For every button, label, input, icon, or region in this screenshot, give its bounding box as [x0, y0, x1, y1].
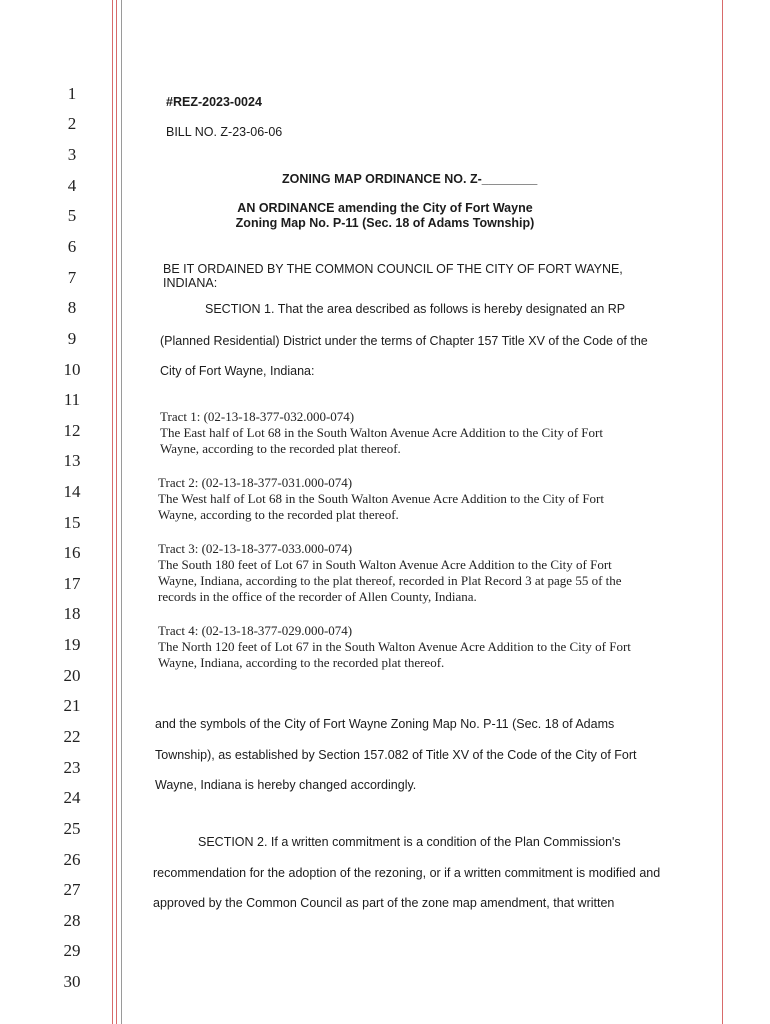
- line-number: 29: [63, 941, 81, 960]
- line-number: 30: [63, 972, 81, 991]
- line-number: 7: [67, 268, 77, 287]
- tract-3-line-1: The South 180 feet of Lot 67 in South Walton Avenue Acre Addition to the City of Fort: [158, 557, 612, 572]
- line-number: 8: [67, 298, 77, 317]
- line-number: 15: [63, 513, 81, 532]
- section-2-line-3: approved by the Common Council as part of the zone map amendment, that written: [153, 896, 615, 910]
- section-1-continued-line-1: and the symbols of the City of Fort Wayne Zoning Map No. P-11 (Sec. 18 of Adams: [155, 717, 615, 731]
- line-number: 21: [63, 696, 81, 715]
- line-number: 25: [63, 819, 81, 838]
- line-number: 4: [67, 176, 77, 195]
- line-number: 13: [63, 451, 81, 470]
- line-number: 3: [67, 145, 77, 164]
- ordinance-number: ZONING MAP ORDINANCE NO. Z-________: [282, 172, 538, 186]
- tract-4-line-1: The North 120 feet of Lot 67 in the South Walton Avenue Acre Addition to the City of Fort: [158, 639, 631, 654]
- tract-1-line-2: Wayne, according to the recorded plat thereof.: [160, 441, 401, 456]
- line-number: 11: [63, 390, 81, 409]
- section-1-line-1: SECTION 1. That the area described as follows is hereby designated an RP: [205, 302, 626, 316]
- section-1-line-3: City of Fort Wayne, Indiana:: [160, 364, 315, 378]
- line-number: 9: [67, 329, 77, 348]
- tract-3-heading: Tract 3: (02-13-18-377-033.000-074): [158, 541, 353, 556]
- line-number: 22: [63, 727, 81, 746]
- line-number: 28: [63, 911, 81, 930]
- left-margin-line: [112, 0, 113, 1024]
- enacting-clause-line-1: BE IT ORDAINED BY THE COMMON COUNCIL OF THE CITY OF FORT WAYNE,: [163, 262, 623, 276]
- ordinance-subtitle-line-1: AN ORDINANCE amending the City of Fort Wayne: [237, 201, 533, 215]
- tract-2-heading: Tract 2: (02-13-18-377-031.000-074): [158, 475, 353, 490]
- tract-2-line-1: The West half of Lot 68 in the South Walton Avenue Acre Addition to the City of Fort: [158, 491, 604, 506]
- line-number: 17: [63, 574, 81, 593]
- ordinance-subtitle-line-2: Zoning Map No. P-11 (Sec. 18 of Adams Township): [235, 216, 535, 230]
- line-number: 24: [63, 788, 81, 807]
- tract-2-line-2: Wayne, according to the recorded plat thereof.: [158, 507, 399, 522]
- line-number: 6: [67, 237, 77, 256]
- case-number: #REZ-2023-0024: [166, 95, 262, 109]
- line-number: 20: [63, 666, 81, 685]
- line-number: 1: [67, 84, 77, 103]
- section-2-line-1: SECTION 2. If a written commitment is a condition of the Plan Commission's: [198, 835, 621, 849]
- line-number: 2: [67, 114, 77, 133]
- line-number: 23: [63, 758, 81, 777]
- tract-1-line-1: The East half of Lot 68 in the South Walton Avenue Acre Addition to the City of Fort: [160, 425, 603, 440]
- line-number: 12: [63, 421, 81, 440]
- section-2-line-2: recommendation for the adoption of the rezoning, or if a written commitment is modified and: [153, 866, 661, 880]
- line-number: 5: [67, 206, 77, 225]
- section-1-continued-line-2: Township), as established by Section 157.082 of Title XV of the Code of the City of Fort: [155, 748, 637, 762]
- section-1-continued-line-3: Wayne, Indiana is hereby changed accordingly.: [155, 778, 417, 792]
- enacting-clause-line-2: INDIANA:: [163, 276, 218, 290]
- tract-3-line-3: records in the office of the recorder of Allen County, Indiana.: [158, 589, 477, 604]
- left-margin-line-2: [116, 0, 117, 1024]
- line-number: 14: [63, 482, 81, 501]
- line-number: 10: [63, 360, 81, 379]
- line-number: 26: [63, 850, 81, 869]
- tract-4-heading: Tract 4: (02-13-18-377-029.000-074): [158, 623, 353, 638]
- left-margin-line-3: [121, 0, 122, 1024]
- right-margin-line: [722, 0, 723, 1024]
- bill-number: BILL NO. Z-23-06-06: [166, 125, 283, 139]
- line-number: 16: [63, 543, 81, 562]
- line-number: 18: [63, 604, 81, 623]
- line-number: 27: [63, 880, 81, 899]
- section-1-line-2: (Planned Residential) District under the terms of Chapter 157 Title XV of the Code of the: [160, 334, 648, 348]
- tract-4-line-2: Wayne, Indiana, according to the recorded plat thereof.: [158, 655, 445, 670]
- line-number: 19: [63, 635, 81, 654]
- tract-1-heading: Tract 1: (02-13-18-377-032.000-074): [160, 409, 355, 424]
- tract-3-line-2: Wayne, Indiana, according to the plat thereof, recorded in Plat Record 3 at page 55 of the: [158, 573, 622, 588]
